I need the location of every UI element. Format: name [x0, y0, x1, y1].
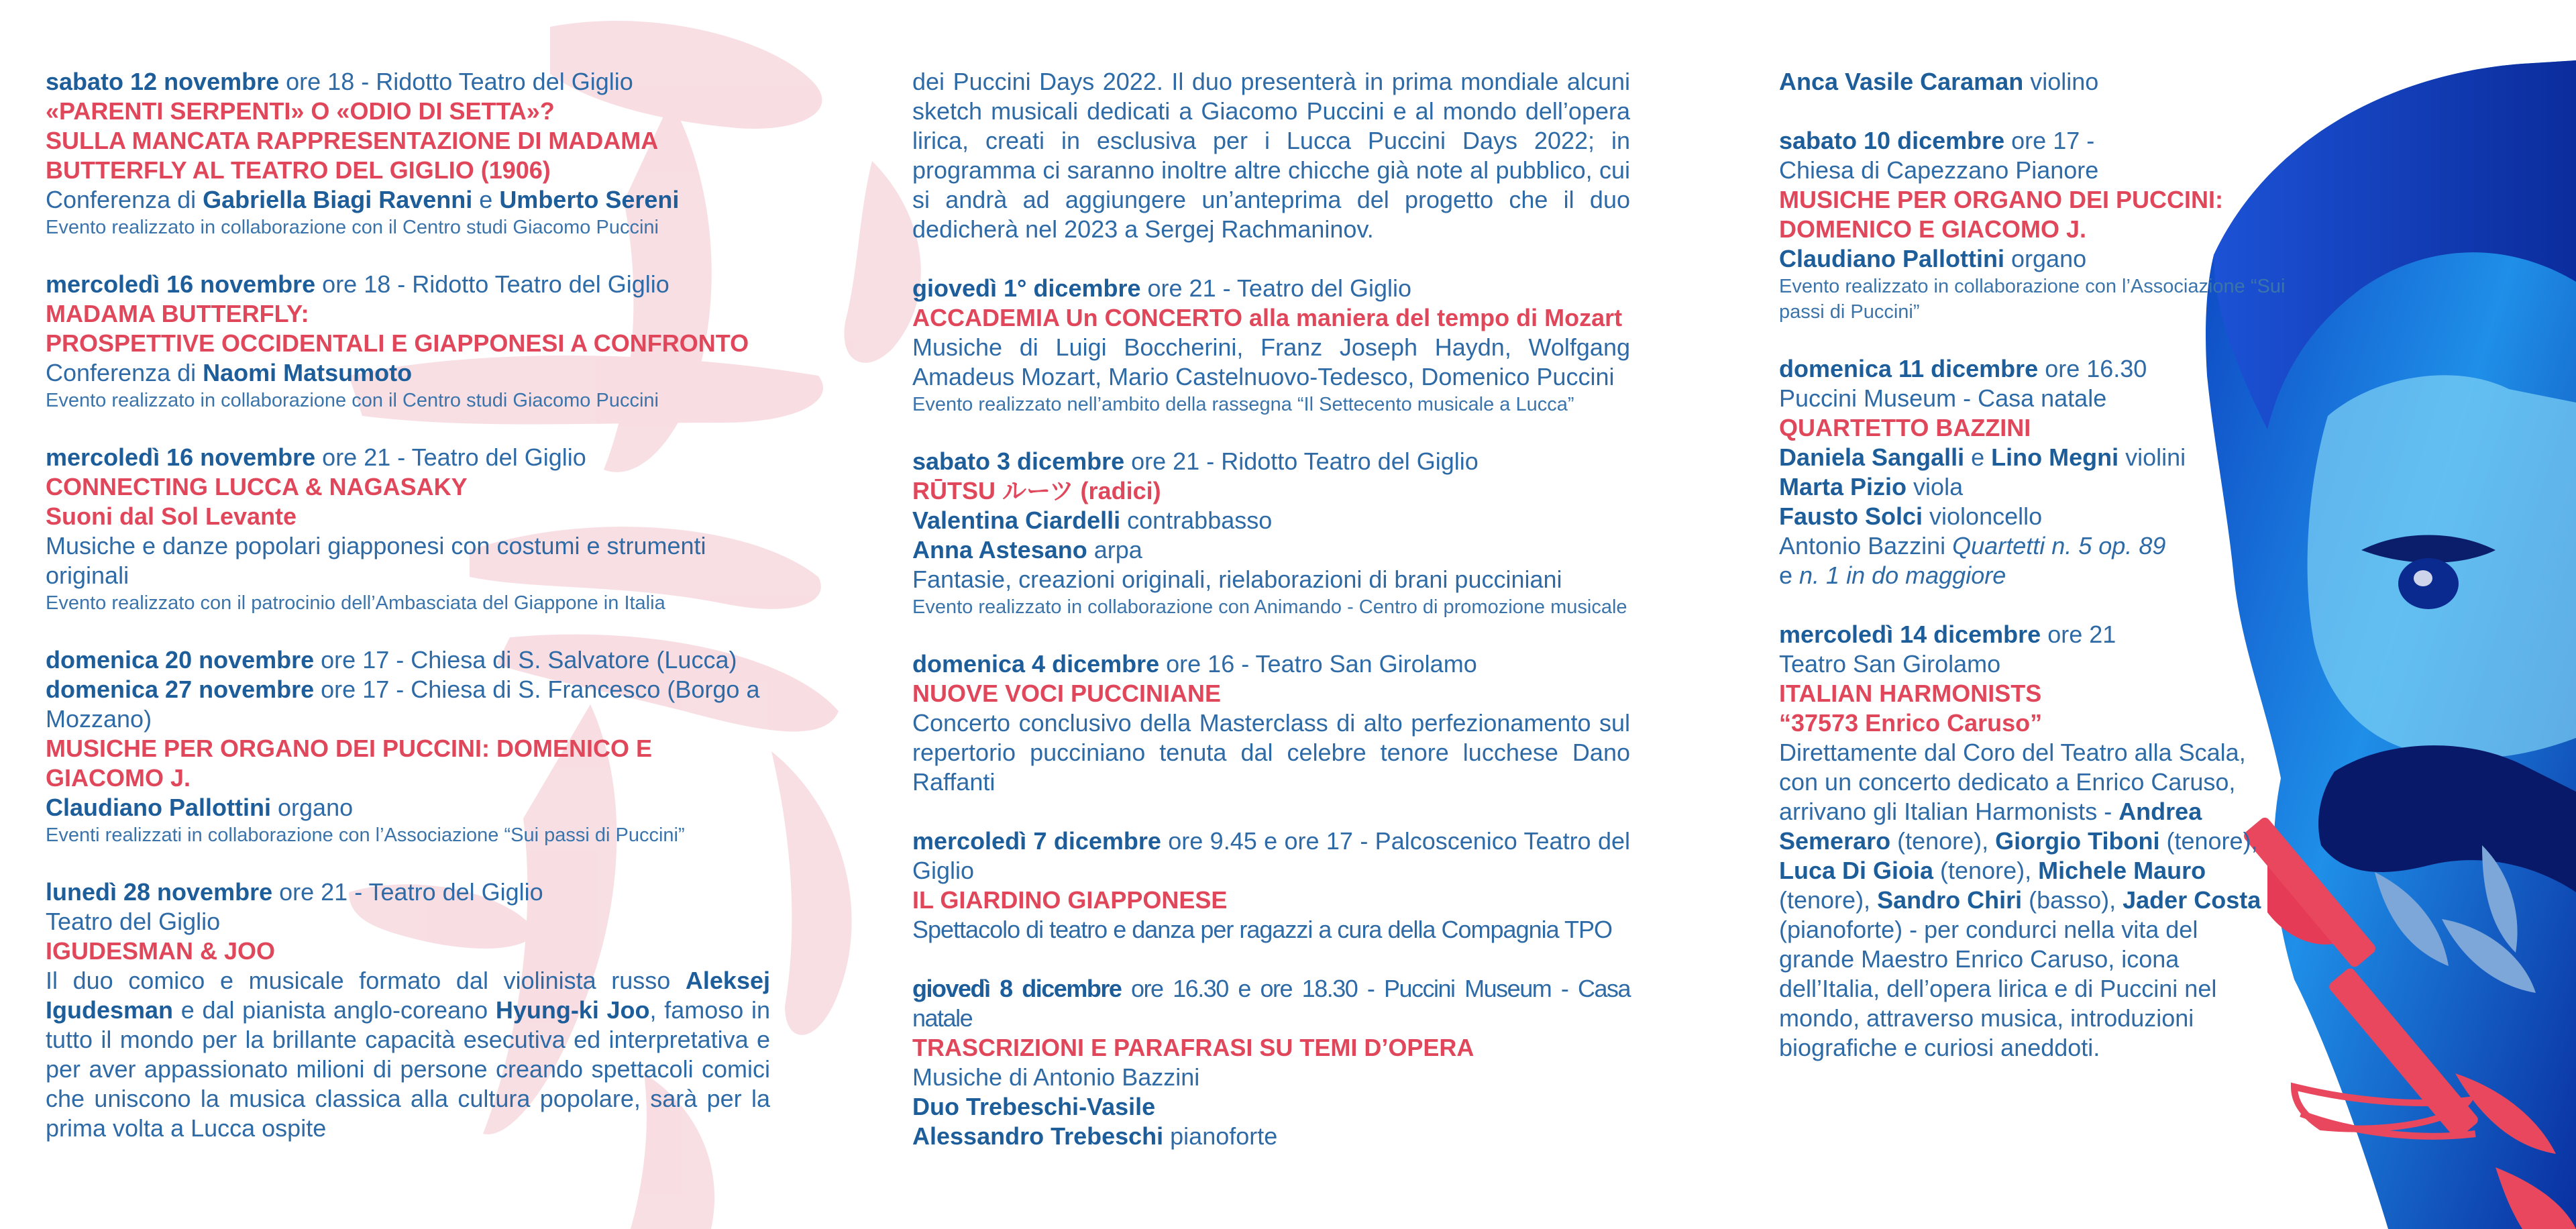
event-date-line: [912, 649, 1630, 679]
event-date-line: [46, 675, 770, 734]
event-date: lunedì 28 novembre: [46, 878, 273, 906]
event-title: MUSICHE PER ORGANO DEI PUCCINI: DOMENICO E GIACOMO J.: [1779, 186, 2224, 243]
event-3-dicembre: [912, 447, 1630, 620]
event-date-line: [46, 270, 770, 299]
performer-name: Claudiano Pallottini: [46, 794, 272, 821]
event-date-line: [912, 274, 1630, 303]
ensemble-name: Duo Trebeschi-Vasile: [912, 1093, 1156, 1120]
event-date: sabato 12 novembre: [46, 68, 280, 95]
event-title: IL GIARDINO GIAPPONESE: [912, 886, 1228, 914]
event-date-line: [912, 826, 1630, 886]
event-title: CONNECTING LUCCA & NAGASAKY: [46, 473, 468, 500]
performer-role: (tenore),: [2159, 827, 2258, 855]
event-date-line: [46, 443, 770, 472]
event-date: giovedì 8 dicembre: [912, 975, 1122, 1002]
speakers-intro: Conferenza di: [46, 359, 203, 386]
event-date: mercoledì 7 dicembre: [912, 827, 1161, 855]
event-performer: [912, 506, 1630, 535]
event-date: domenica 27 novembre: [46, 676, 315, 703]
event-time-venue: ore 21 - Teatro del Giglio: [315, 443, 586, 471]
event-10-dicembre: [1779, 126, 2309, 325]
conjunction: e: [1964, 443, 1992, 471]
event-time: ore 17 -: [2004, 127, 2095, 154]
event-time-venue: ore 18 - Ridotto Teatro del Giglio: [315, 270, 669, 298]
performer-role: (basso),: [2022, 886, 2123, 914]
performer-name: Sandro Chiri: [1877, 886, 2023, 914]
event-note: Evento realizzato in collaborazione con l’Associazione “Sui passi di Puccini”: [1779, 276, 2286, 323]
event-date: giovedì 1° dicembre: [912, 274, 1141, 302]
speaker-name: Gabriella Biagi Ravenni: [203, 186, 473, 213]
description-continued: dei Puccini Days 2022. Il duo presenterà in prima mondiale alcuni sketch musicali dedicati a Giacomo Puccini e al mondo dell’opera lirica, creati in esclusiva per i Lucca Puccini Days 2022; in programma ci saranno inoltre altre chicche già note al pubblico, cui si andrà ad aggiungere un’anteprima del progetto che il duo dedicherà nel 2023 a Sergej Rachmaninov.: [912, 68, 1630, 243]
program-work: Quartetti n. 5 op. 89: [1952, 532, 2166, 559]
performer-name: Lino Megni: [1991, 443, 2119, 471]
performer-role: organo: [2004, 245, 2087, 272]
performer-role: violini: [2118, 443, 2186, 471]
event-11-dicembre: [1779, 354, 2309, 590]
performer-role: contrabbasso: [1120, 506, 1273, 534]
event-time-venue: ore 16 - Teatro San Girolamo: [1159, 650, 1477, 678]
speakers-intro: Conferenza di: [46, 186, 203, 213]
event-date-line: [912, 974, 1630, 1033]
performer-name: Anna Astesano: [912, 536, 1087, 564]
event-time-venue: ore 9.45 e ore 17 - Palcoscenico Teatro del Giglio: [912, 827, 1630, 884]
event-time: ore 21: [2041, 621, 2116, 648]
event-venue: Chiesa di Capezzano Pianore: [1779, 156, 2099, 184]
event-performer: [1779, 443, 2309, 472]
event-title: NUOVE VOCI PUCCINIANE: [912, 680, 1222, 707]
event-description: Spettacolo di teatro e danza per ragazzi a cura della Compagnia TPO: [912, 916, 1612, 943]
event-description: [46, 966, 770, 1143]
program-text: e: [1779, 562, 1800, 589]
event-time-venue: ore 21 - Teatro del Giglio: [1140, 274, 1412, 302]
event-description: Musiche e danze popolari giapponesi con costumi e strumenti originali: [46, 532, 706, 589]
event-1-dicembre: [912, 274, 1630, 417]
performer-role: (tenore),: [1779, 886, 1878, 914]
event-time: ore 16.30: [2038, 355, 2147, 382]
performer-name: Andrea Semeraro: [1779, 798, 2202, 855]
event-note: Evento realizzato con il patrocinio dell’Ambasciata del Giappone in Italia: [46, 592, 665, 614]
event-performer: [1779, 472, 2309, 502]
event-date: sabato 3 dicembre: [912, 447, 1125, 475]
description-text: Il duo comico e musicale formato dal violinista russo: [46, 967, 686, 994]
event-7-dicembre: [912, 826, 1630, 945]
event-time-venue: ore 21 - Teatro del Giglio: [272, 878, 543, 906]
description-text: e dal pianista anglo-coreano: [173, 996, 496, 1024]
performer-name: Valentina Ciardelli: [912, 506, 1121, 534]
column-middle: [912, 67, 1630, 1181]
event-note: Evento realizzato in collaborazione con il Centro studi Giacomo Puccini: [46, 390, 659, 411]
event-continuation: [912, 67, 1630, 244]
performer-name: Marta Pizio: [1779, 473, 1907, 500]
column-left: [46, 67, 770, 1173]
event-speakers: [46, 358, 770, 388]
performer-role: arpa: [1087, 536, 1142, 564]
event-description: Musiche di Antonio Bazzini: [912, 1063, 1200, 1091]
event-date: sabato 10 dicembre: [1779, 127, 2005, 154]
event-date-line: [1779, 126, 2309, 156]
event-speakers: [46, 185, 770, 215]
event-description: Musiche di Luigi Boccherini, Franz Joseph Haydn, Wolfgang Amadeus Mozart, Mario Castelnuovo-Tedesco, Domenico Puccini: [912, 333, 1630, 390]
event-continuation: [1779, 67, 2309, 97]
event-16-novembre-18: [46, 270, 770, 413]
event-title: RŪTSU ルーツ (radici): [912, 477, 1161, 504]
event-time-venue: ore 21 - Ridotto Teatro del Giglio: [1124, 447, 1479, 475]
performer-role: pianoforte: [1163, 1122, 1278, 1150]
event-date: domenica 4 dicembre: [912, 650, 1160, 678]
event-date: mercoledì 16 novembre: [46, 443, 316, 471]
performer-name: Giorgio Tiboni: [1995, 827, 2160, 855]
event-performer: [1779, 502, 2309, 531]
event-date-line: [46, 645, 770, 675]
event-4-dicembre: [912, 649, 1630, 797]
event-title: ITALIAN HARMONISTS: [1779, 680, 2042, 707]
event-performer: [912, 535, 1630, 565]
event-date-line: [46, 67, 770, 97]
event-title: IGUDESMAN & JOO: [46, 937, 276, 965]
event-title: TRASCRIZIONI E PARAFRASI SU TEMI D’OPERA: [912, 1034, 1474, 1061]
performer-role: (tenore),: [1933, 857, 2039, 884]
event-date: mercoledì 16 novembre: [46, 270, 316, 298]
event-note: Evento realizzato in collaborazione con il Centro studi Giacomo Puccini: [46, 217, 659, 238]
event-date: domenica 11 dicembre: [1779, 355, 2039, 382]
event-performer: [46, 793, 770, 822]
program-text: Antonio Bazzini: [1779, 532, 1953, 559]
performer-name: Hyung-ki Joo: [495, 996, 650, 1024]
event-venue: Puccini Museum - Casa natale: [1779, 384, 2107, 412]
event-title: QUARTETTO BAZZINI: [1779, 414, 2031, 441]
event-performer: [1779, 244, 2309, 274]
performer-name: Fausto Solci: [1779, 502, 1923, 530]
event-16-novembre-21: [46, 443, 770, 616]
performer-name: Alessandro Trebeschi: [912, 1122, 1164, 1150]
speaker-name: Umberto Sereni: [499, 186, 680, 213]
event-subtitle: SULLA MANCATA RAPPRESENTAZIONE DI MADAMA BUTTERFLY AL TEATRO DEL GIGLIO (1906): [46, 127, 657, 184]
performer-name: Luca Di Gioia: [1779, 857, 1934, 884]
event-title: ACCADEMIA Un CONCERTO alla maniera del tempo di Mozart: [912, 304, 1623, 331]
event-performer: [1779, 67, 2309, 97]
event-title: MADAMA BUTTERFLY:: [46, 300, 309, 327]
performer-name: Claudiano Pallottini: [1779, 245, 2005, 272]
performer-name: Anca Vasile Caraman: [1779, 68, 2024, 95]
event-subtitle: “37573 Enrico Caruso”: [1779, 709, 2043, 737]
performer-name: Daniela Sangalli: [1779, 443, 1965, 471]
description-text: Direttamente dal Coro del Teatro alla Scala, con un concerto dedicato a Enrico Caruso, arrivano gli Italian Harmonists -: [1779, 739, 2246, 825]
event-8-dicembre: [912, 974, 1630, 1151]
event-date: mercoledì 14 dicembre: [1779, 621, 2041, 648]
event-description: Fantasie, creazioni originali, rielaborazioni di brani pucciniani: [912, 566, 1562, 593]
event-note: Evento realizzato nell’ambito della rassegna “Il Settecento musicale a Lucca”: [912, 394, 1574, 415]
event-14-dicembre: [1779, 620, 2309, 1063]
speaker-name: Naomi Matsumoto: [203, 359, 413, 386]
event-program: [1779, 561, 2309, 590]
performer-role: organo: [271, 794, 354, 821]
event-description: [1779, 738, 2262, 1063]
event-date-line: [1779, 620, 2309, 649]
event-time-venue: ore 17 - Chiesa di S. Salvatore (Lucca): [314, 646, 737, 674]
event-date: domenica 20 novembre: [46, 646, 315, 674]
event-subtitle: Suoni dal Sol Levante: [46, 502, 297, 530]
event-performer: [912, 1122, 1630, 1151]
event-time-venue: ore 18 - Ridotto Teatro del Giglio: [279, 68, 633, 95]
program-work: n. 1 in do maggiore: [1799, 562, 2006, 589]
performer-role: violino: [2023, 68, 2099, 95]
event-time-venue: ore 17 - Chiesa di S. Francesco (Borgo a Mozzano): [46, 676, 760, 733]
event-12-novembre: [46, 67, 770, 240]
performer-role: viola: [1907, 473, 1964, 500]
conjunction: e: [472, 186, 500, 213]
event-organ-novembre: [46, 645, 770, 848]
event-time-venue: ore 16.30 e ore 18.30 - Puccini Museum - Casa natale: [912, 975, 1630, 1032]
performer-name: Aleksej Igudesman: [46, 967, 770, 1024]
event-date-line: [46, 877, 770, 907]
event-date-line: [912, 447, 1630, 476]
performer-role: (tenore),: [1890, 827, 1996, 855]
performer-role: violoncello: [1923, 502, 2043, 530]
event-28-novembre: [46, 877, 770, 1143]
event-subtitle: PROSPETTIVE OCCIDENTALI E GIAPPONESI A CONFRONTO: [46, 329, 749, 357]
event-venue: Teatro del Giglio: [46, 908, 221, 935]
event-title: «PARENTI SERPENTI» O «ODIO DI SETTA»?: [46, 97, 555, 125]
event-description: Concerto conclusivo della Masterclass di alto perfezionamento sul repertorio pucciniano tenuta dal celebre tenore lucchese Dano Raffanti: [912, 709, 1630, 796]
description-text: , famoso in tutto il mondo per la brillante capacità esecutiva ed interpretativa e per aver appassionato milioni di persone creando spettacoli comici che uniscono la musica classica alla cultura popolare, sarà per la prima volta a Lucca ospite: [46, 996, 770, 1142]
performer-name: Jader Costa: [2123, 886, 2261, 914]
column-right: [1779, 67, 2309, 1092]
event-date-line: [1779, 354, 2309, 384]
description-text: (pianoforte) - per condurci nella vita del grande Maestro Enrico Caruso, icona dell’Italia, dell’opera lirica e di Puccini nel mondo, attraverso musica, introduzioni biografiche e curiosi aneddoti.: [1779, 916, 2217, 1061]
event-title: MUSICHE PER ORGANO DEI PUCCINI: DOMENICO E GIACOMO J.: [46, 735, 653, 792]
event-venue: Teatro San Girolamo: [1779, 650, 2001, 678]
event-note: Evento realizzato in collaborazione con Animando - Centro di promozione musicale: [912, 596, 1627, 618]
event-program: [1779, 531, 2309, 561]
event-note: Eventi realizzati in collaborazione con l’Associazione “Sui passi di Puccini”: [46, 824, 685, 846]
performer-name: Michele Mauro: [2038, 857, 2206, 884]
